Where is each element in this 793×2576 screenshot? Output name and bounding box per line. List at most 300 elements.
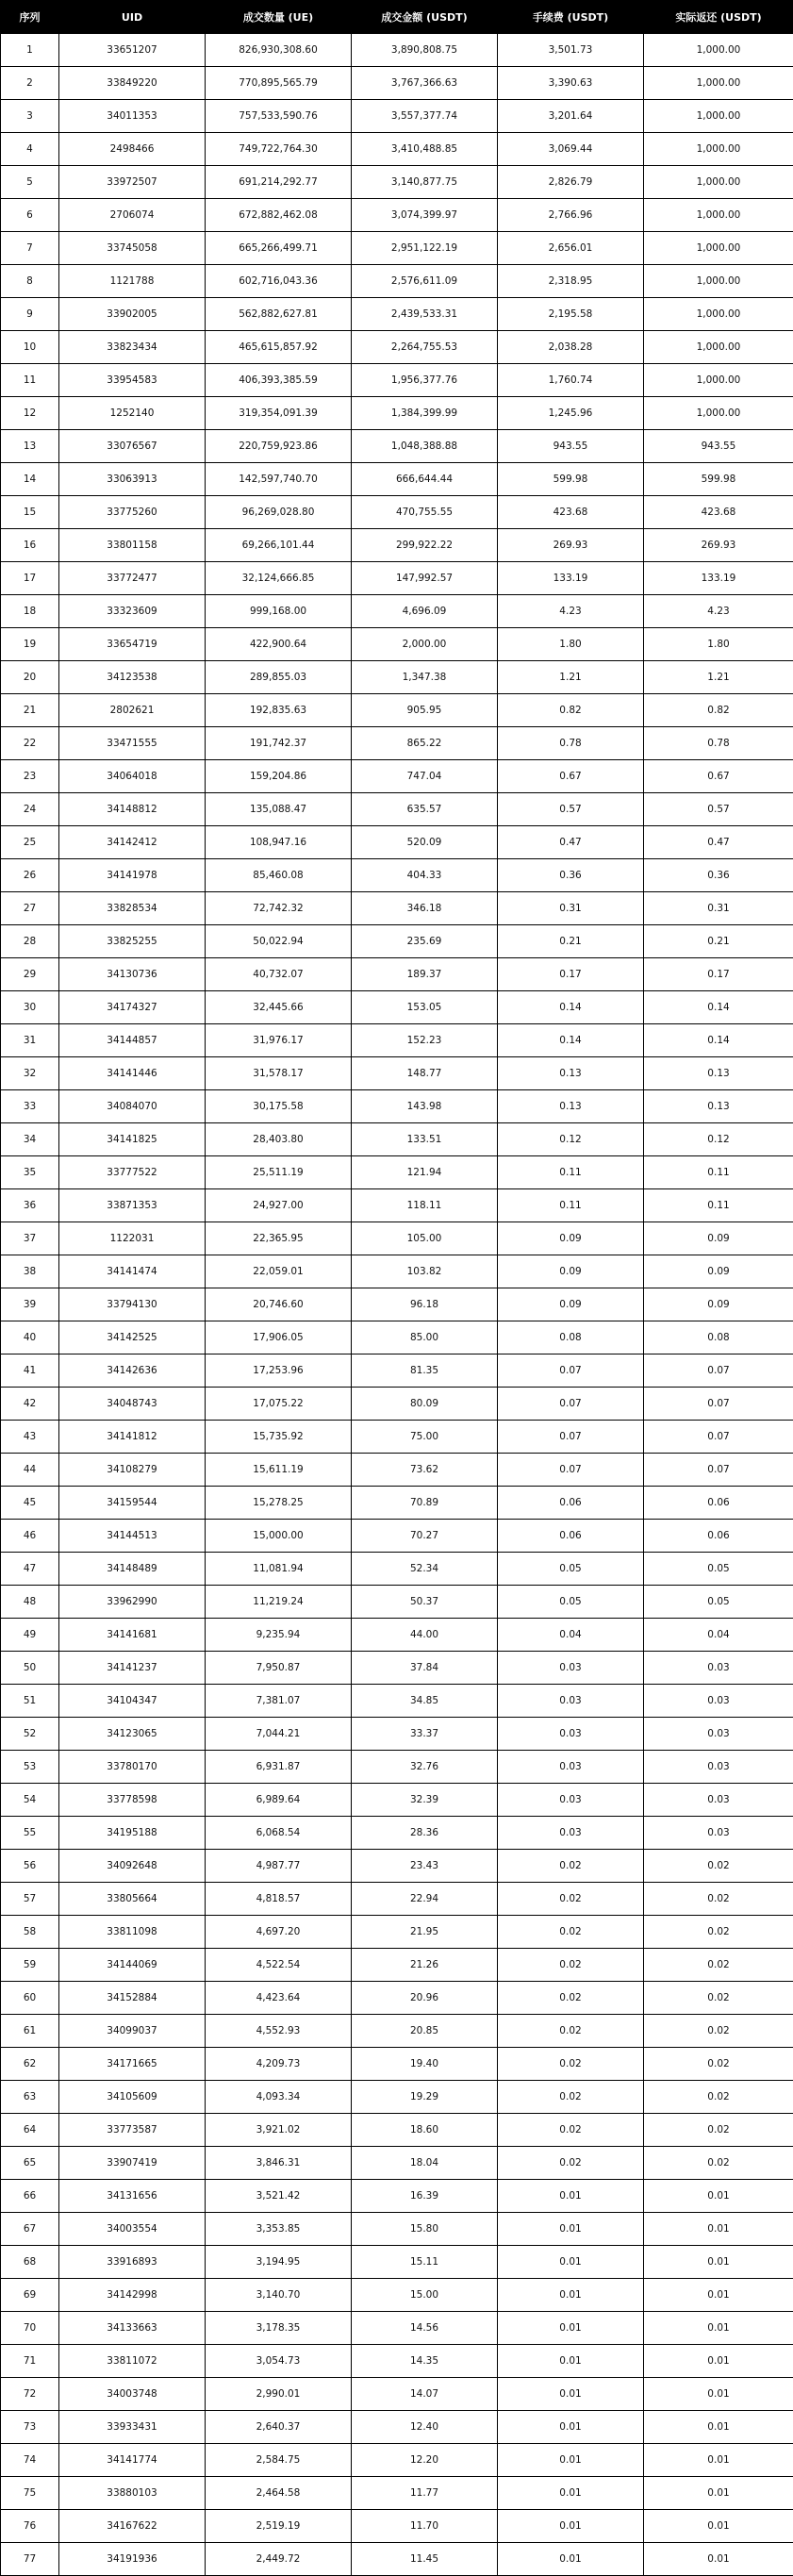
cell-uid: 34064018 xyxy=(59,760,206,793)
cell-fee: 0.67 xyxy=(498,760,644,793)
cell-uid: 34152884 xyxy=(59,1982,206,2015)
cell-rebate: 0.01 xyxy=(644,2279,793,2312)
cell-fee: 1.21 xyxy=(498,661,644,694)
cell-fee: 599.98 xyxy=(498,463,644,496)
table-row xyxy=(1,661,793,694)
cell-fee: 0.05 xyxy=(498,1586,644,1619)
cell-index: 7 xyxy=(1,232,59,265)
cell-rebate: 0.02 xyxy=(644,2081,793,2114)
cell-volume: 4,209.73 xyxy=(206,2048,352,2081)
cell-amount: 23.43 xyxy=(352,1850,498,1883)
cell-rebate: 0.67 xyxy=(644,760,793,793)
cell-fee: 0.08 xyxy=(498,1321,644,1354)
cell-rebate: 0.13 xyxy=(644,1090,793,1123)
cell-index: 62 xyxy=(1,2048,59,2081)
table-row xyxy=(1,1090,793,1123)
cell-index: 35 xyxy=(1,1156,59,1189)
cell-volume: 108,947.16 xyxy=(206,826,352,859)
cell-fee: 0.02 xyxy=(498,1982,644,2015)
cell-uid: 2706074 xyxy=(59,199,206,232)
cell-rebate: 423.68 xyxy=(644,496,793,529)
cell-fee: 0.03 xyxy=(498,1652,644,1685)
table-row xyxy=(1,1454,793,1487)
cell-fee: 2,318.95 xyxy=(498,265,644,298)
table-row xyxy=(1,1123,793,1156)
cell-fee: 3,390.63 xyxy=(498,67,644,100)
cell-index: 56 xyxy=(1,1850,59,1883)
cell-amount: 75.00 xyxy=(352,1421,498,1454)
cell-volume: 28,403.80 xyxy=(206,1123,352,1156)
cell-index: 1 xyxy=(1,34,59,67)
cell-fee: 0.04 xyxy=(498,1619,644,1652)
cell-rebate: 0.02 xyxy=(644,2048,793,2081)
cell-rebate: 0.03 xyxy=(644,1751,793,1784)
cell-fee: 2,826.79 xyxy=(498,166,644,199)
table-row xyxy=(1,2345,793,2378)
cell-volume: 4,552.93 xyxy=(206,2015,352,2048)
cell-uid: 34105609 xyxy=(59,2081,206,2114)
cell-amount: 18.04 xyxy=(352,2147,498,2180)
header-fee: 手续费 (USDT) xyxy=(498,1,644,34)
cell-uid: 33775260 xyxy=(59,496,206,529)
cell-fee: 0.11 xyxy=(498,1156,644,1189)
cell-amount: 2,000.00 xyxy=(352,628,498,661)
table-row xyxy=(1,826,793,859)
cell-volume: 17,253.96 xyxy=(206,1354,352,1388)
cell-index: 60 xyxy=(1,1982,59,2015)
cell-rebate: 0.02 xyxy=(644,2015,793,2048)
cell-fee: 3,501.73 xyxy=(498,34,644,67)
cell-volume: 50,022.94 xyxy=(206,925,352,958)
table-row xyxy=(1,1916,793,1949)
cell-amount: 2,576,611.09 xyxy=(352,265,498,298)
cell-uid: 34084070 xyxy=(59,1090,206,1123)
header-uid: UID xyxy=(59,1,206,34)
table-row xyxy=(1,760,793,793)
cell-amount: 33.37 xyxy=(352,1718,498,1751)
cell-index: 58 xyxy=(1,1916,59,1949)
cell-amount: 96.18 xyxy=(352,1288,498,1321)
cell-fee: 0.07 xyxy=(498,1388,644,1421)
cell-amount: 121.94 xyxy=(352,1156,498,1189)
cell-rebate: 0.06 xyxy=(644,1487,793,1520)
cell-rebate: 1,000.00 xyxy=(644,364,793,397)
cell-fee: 943.55 xyxy=(498,430,644,463)
cell-fee: 0.02 xyxy=(498,2147,644,2180)
cell-uid: 33811098 xyxy=(59,1916,206,1949)
table-row xyxy=(1,1751,793,1784)
cell-amount: 50.37 xyxy=(352,1586,498,1619)
cell-volume: 25,511.19 xyxy=(206,1156,352,1189)
cell-rebate: 0.01 xyxy=(644,2510,793,2543)
cell-fee: 0.02 xyxy=(498,1949,644,1982)
cell-fee: 0.78 xyxy=(498,727,644,760)
cell-amount: 15.11 xyxy=(352,2246,498,2279)
cell-amount: 1,048,388.88 xyxy=(352,430,498,463)
table-row xyxy=(1,463,793,496)
table-row xyxy=(1,1057,793,1090)
cell-uid: 34141446 xyxy=(59,1057,206,1090)
cell-amount: 470,755.55 xyxy=(352,496,498,529)
cell-volume: 2,990.01 xyxy=(206,2378,352,2411)
cell-index: 11 xyxy=(1,364,59,397)
cell-rebate: 0.57 xyxy=(644,793,793,826)
cell-volume: 672,882,462.08 xyxy=(206,199,352,232)
cell-index: 67 xyxy=(1,2213,59,2246)
cell-volume: 757,533,590.76 xyxy=(206,100,352,133)
cell-amount: 3,890,808.75 xyxy=(352,34,498,67)
cell-rebate: 1,000.00 xyxy=(644,331,793,364)
cell-index: 37 xyxy=(1,1222,59,1255)
cell-fee: 269.93 xyxy=(498,529,644,562)
cell-fee: 0.01 xyxy=(498,2378,644,2411)
cell-uid: 33805664 xyxy=(59,1883,206,1916)
cell-index: 12 xyxy=(1,397,59,430)
cell-uid: 34141237 xyxy=(59,1652,206,1685)
cell-uid: 33825255 xyxy=(59,925,206,958)
table-row xyxy=(1,1850,793,1883)
cell-rebate: 0.13 xyxy=(644,1057,793,1090)
cell-volume: 465,615,857.92 xyxy=(206,331,352,364)
cell-rebate: 0.01 xyxy=(644,2345,793,2378)
cell-amount: 21.26 xyxy=(352,1949,498,1982)
cell-uid: 33063913 xyxy=(59,463,206,496)
cell-uid: 33954583 xyxy=(59,364,206,397)
cell-uid: 33778598 xyxy=(59,1784,206,1817)
cell-uid: 33823434 xyxy=(59,331,206,364)
cell-rebate: 0.03 xyxy=(644,1652,793,1685)
cell-index: 44 xyxy=(1,1454,59,1487)
cell-amount: 3,140,877.75 xyxy=(352,166,498,199)
table-row xyxy=(1,232,793,265)
cell-index: 64 xyxy=(1,2114,59,2147)
table-row xyxy=(1,1718,793,1751)
cell-rebate: 0.07 xyxy=(644,1388,793,1421)
cell-rebate: 0.07 xyxy=(644,1421,793,1454)
table-row xyxy=(1,727,793,760)
cell-amount: 235.69 xyxy=(352,925,498,958)
cell-rebate: 1,000.00 xyxy=(644,34,793,67)
cell-amount: 1,956,377.76 xyxy=(352,364,498,397)
cell-fee: 0.82 xyxy=(498,694,644,727)
table-row xyxy=(1,265,793,298)
cell-fee: 0.03 xyxy=(498,1784,644,1817)
table-row xyxy=(1,298,793,331)
cell-rebate: 0.04 xyxy=(644,1619,793,1652)
cell-volume: 2,449.72 xyxy=(206,2543,352,2576)
cell-rebate: 0.03 xyxy=(644,1817,793,1850)
cell-uid: 33076567 xyxy=(59,430,206,463)
cell-volume: 11,219.24 xyxy=(206,1586,352,1619)
cell-amount: 18.60 xyxy=(352,2114,498,2147)
cell-uid: 33773587 xyxy=(59,2114,206,2147)
cell-fee: 0.03 xyxy=(498,1685,644,1718)
cell-uid: 33871353 xyxy=(59,1189,206,1222)
cell-fee: 4.23 xyxy=(498,595,644,628)
cell-rebate: 1,000.00 xyxy=(644,397,793,430)
cell-amount: 4,696.09 xyxy=(352,595,498,628)
cell-index: 16 xyxy=(1,529,59,562)
table-row xyxy=(1,331,793,364)
cell-fee: 2,656.01 xyxy=(498,232,644,265)
cell-fee: 1,245.96 xyxy=(498,397,644,430)
cell-fee: 0.14 xyxy=(498,991,644,1024)
header-amount: 成交金额 (USDT) xyxy=(352,1,498,34)
cell-index: 33 xyxy=(1,1090,59,1123)
cell-rebate: 1,000.00 xyxy=(644,67,793,100)
cell-uid: 34133663 xyxy=(59,2312,206,2345)
cell-volume: 7,381.07 xyxy=(206,1685,352,1718)
cell-fee: 0.09 xyxy=(498,1222,644,1255)
cell-amount: 152.23 xyxy=(352,1024,498,1057)
cell-fee: 0.13 xyxy=(498,1057,644,1090)
cell-uid: 33801158 xyxy=(59,529,206,562)
table-row xyxy=(1,1685,793,1718)
table-row xyxy=(1,2411,793,2444)
cell-rebate: 943.55 xyxy=(644,430,793,463)
cell-volume: 6,068.54 xyxy=(206,1817,352,1850)
cell-index: 10 xyxy=(1,331,59,364)
cell-uid: 33972507 xyxy=(59,166,206,199)
cell-rebate: 0.06 xyxy=(644,1520,793,1553)
cell-uid: 1121788 xyxy=(59,265,206,298)
table-row xyxy=(1,1255,793,1288)
table-row xyxy=(1,2015,793,2048)
cell-volume: 422,900.64 xyxy=(206,628,352,661)
cell-volume: 72,742.32 xyxy=(206,892,352,925)
cell-index: 51 xyxy=(1,1685,59,1718)
cell-fee: 1,760.74 xyxy=(498,364,644,397)
table-row xyxy=(1,2213,793,2246)
cell-index: 28 xyxy=(1,925,59,958)
cell-index: 59 xyxy=(1,1949,59,1982)
cell-amount: 22.94 xyxy=(352,1883,498,1916)
cell-index: 3 xyxy=(1,100,59,133)
cell-rebate: 0.07 xyxy=(644,1354,793,1388)
table-row xyxy=(1,694,793,727)
cell-fee: 0.17 xyxy=(498,958,644,991)
cell-fee: 0.02 xyxy=(498,2114,644,2147)
cell-amount: 52.34 xyxy=(352,1553,498,1586)
table-row xyxy=(1,1156,793,1189)
cell-fee: 2,195.58 xyxy=(498,298,644,331)
table-row xyxy=(1,496,793,529)
table-row xyxy=(1,1388,793,1421)
cell-uid: 34148812 xyxy=(59,793,206,826)
cell-index: 40 xyxy=(1,1321,59,1354)
cell-uid: 34108279 xyxy=(59,1454,206,1487)
cell-volume: 15,000.00 xyxy=(206,1520,352,1553)
cell-amount: 404.33 xyxy=(352,859,498,892)
cell-amount: 85.00 xyxy=(352,1321,498,1354)
table-row xyxy=(1,2477,793,2510)
cell-volume: 3,054.73 xyxy=(206,2345,352,2378)
cell-fee: 0.09 xyxy=(498,1255,644,1288)
table-row xyxy=(1,793,793,826)
cell-volume: 2,464.58 xyxy=(206,2477,352,2510)
cell-fee: 0.11 xyxy=(498,1189,644,1222)
table-row xyxy=(1,1520,793,1553)
cell-index: 18 xyxy=(1,595,59,628)
cell-amount: 103.82 xyxy=(352,1255,498,1288)
cell-uid: 33780170 xyxy=(59,1751,206,1784)
cell-rebate: 0.09 xyxy=(644,1255,793,1288)
cell-volume: 142,597,740.70 xyxy=(206,463,352,496)
cell-fee: 0.01 xyxy=(498,2312,644,2345)
cell-volume: 665,266,499.71 xyxy=(206,232,352,265)
table-row xyxy=(1,1883,793,1916)
cell-rebate: 0.01 xyxy=(644,2477,793,2510)
cell-rebate: 1.21 xyxy=(644,661,793,694)
table-row xyxy=(1,2180,793,2213)
cell-amount: 15.80 xyxy=(352,2213,498,2246)
cell-rebate: 1.80 xyxy=(644,628,793,661)
cell-rebate: 269.93 xyxy=(644,529,793,562)
cell-fee: 0.01 xyxy=(498,2510,644,2543)
cell-volume: 289,855.03 xyxy=(206,661,352,694)
cell-volume: 135,088.47 xyxy=(206,793,352,826)
cell-uid: 33794130 xyxy=(59,1288,206,1321)
cell-index: 74 xyxy=(1,2444,59,2477)
cell-amount: 20.85 xyxy=(352,2015,498,2048)
table-row xyxy=(1,529,793,562)
cell-amount: 11.77 xyxy=(352,2477,498,2510)
table-row xyxy=(1,1487,793,1520)
cell-uid: 34092648 xyxy=(59,1850,206,1883)
cell-rebate: 0.14 xyxy=(644,1024,793,1057)
table-row xyxy=(1,2147,793,2180)
table-row xyxy=(1,892,793,925)
cell-index: 19 xyxy=(1,628,59,661)
cell-fee: 3,069.44 xyxy=(498,133,644,166)
cell-rebate: 0.05 xyxy=(644,1586,793,1619)
cell-fee: 0.07 xyxy=(498,1354,644,1388)
cell-volume: 17,075.22 xyxy=(206,1388,352,1421)
cell-fee: 0.57 xyxy=(498,793,644,826)
cell-volume: 2,519.19 xyxy=(206,2510,352,2543)
cell-index: 65 xyxy=(1,2147,59,2180)
cell-uid: 33811072 xyxy=(59,2345,206,2378)
cell-amount: 905.95 xyxy=(352,694,498,727)
cell-uid: 33933431 xyxy=(59,2411,206,2444)
cell-uid: 34159544 xyxy=(59,1487,206,1520)
cell-amount: 70.89 xyxy=(352,1487,498,1520)
cell-volume: 69,266,101.44 xyxy=(206,529,352,562)
cell-volume: 3,846.31 xyxy=(206,2147,352,2180)
cell-fee: 0.01 xyxy=(498,2477,644,2510)
table-row xyxy=(1,2114,793,2147)
cell-volume: 96,269,028.80 xyxy=(206,496,352,529)
cell-index: 66 xyxy=(1,2180,59,2213)
cell-amount: 299,922.22 xyxy=(352,529,498,562)
cell-fee: 0.01 xyxy=(498,2279,644,2312)
cell-volume: 3,521.42 xyxy=(206,2180,352,2213)
cell-rebate: 133.19 xyxy=(644,562,793,595)
cell-index: 75 xyxy=(1,2477,59,2510)
cell-rebate: 0.02 xyxy=(644,1982,793,2015)
cell-uid: 33323609 xyxy=(59,595,206,628)
cell-volume: 220,759,923.86 xyxy=(206,430,352,463)
cell-uid: 34148489 xyxy=(59,1553,206,1586)
cell-index: 31 xyxy=(1,1024,59,1057)
cell-volume: 31,578.17 xyxy=(206,1057,352,1090)
cell-index: 14 xyxy=(1,463,59,496)
cell-rebate: 1,000.00 xyxy=(644,100,793,133)
cell-uid: 34142636 xyxy=(59,1354,206,1388)
table-row xyxy=(1,2279,793,2312)
table-row xyxy=(1,1982,793,2015)
table-row xyxy=(1,1553,793,1586)
cell-volume: 2,584.75 xyxy=(206,2444,352,2477)
cell-index: 4 xyxy=(1,133,59,166)
table-row xyxy=(1,991,793,1024)
cell-fee: 0.36 xyxy=(498,859,644,892)
cell-index: 72 xyxy=(1,2378,59,2411)
cell-amount: 1,347.38 xyxy=(352,661,498,694)
cell-volume: 6,989.64 xyxy=(206,1784,352,1817)
cell-rebate: 1,000.00 xyxy=(644,199,793,232)
table-body xyxy=(1,34,793,2576)
cell-amount: 14.35 xyxy=(352,2345,498,2378)
table-row xyxy=(1,2543,793,2576)
cell-rebate: 0.07 xyxy=(644,1454,793,1487)
cell-uid: 34144513 xyxy=(59,1520,206,1553)
cell-index: 36 xyxy=(1,1189,59,1222)
cell-fee: 0.01 xyxy=(498,2444,644,2477)
cell-uid: 34144857 xyxy=(59,1024,206,1057)
cell-volume: 20,746.60 xyxy=(206,1288,352,1321)
cell-rebate: 0.31 xyxy=(644,892,793,925)
cell-index: 70 xyxy=(1,2312,59,2345)
cell-fee: 0.01 xyxy=(498,2180,644,2213)
cell-rebate: 1,000.00 xyxy=(644,232,793,265)
cell-amount: 105.00 xyxy=(352,1222,498,1255)
cell-volume: 4,423.64 xyxy=(206,1982,352,2015)
table-row xyxy=(1,67,793,100)
cell-rebate: 0.17 xyxy=(644,958,793,991)
cell-index: 2 xyxy=(1,67,59,100)
cell-index: 23 xyxy=(1,760,59,793)
table-row xyxy=(1,1189,793,1222)
cell-uid: 34123538 xyxy=(59,661,206,694)
table-row xyxy=(1,595,793,628)
table-row xyxy=(1,562,793,595)
cell-uid: 34141825 xyxy=(59,1123,206,1156)
cell-amount: 3,410,488.85 xyxy=(352,133,498,166)
cell-volume: 191,742.37 xyxy=(206,727,352,760)
cell-volume: 17,906.05 xyxy=(206,1321,352,1354)
cell-uid: 34130736 xyxy=(59,958,206,991)
cell-index: 29 xyxy=(1,958,59,991)
cell-index: 69 xyxy=(1,2279,59,2312)
table-row xyxy=(1,34,793,67)
cell-rebate: 0.02 xyxy=(644,1949,793,1982)
cell-amount: 520.09 xyxy=(352,826,498,859)
cell-index: 61 xyxy=(1,2015,59,2048)
cell-amount: 3,557,377.74 xyxy=(352,100,498,133)
cell-fee: 0.03 xyxy=(498,1817,644,1850)
cell-uid: 34003554 xyxy=(59,2213,206,2246)
cell-rebate: 0.01 xyxy=(644,2411,793,2444)
cell-uid: 34003748 xyxy=(59,2378,206,2411)
cell-uid: 34195188 xyxy=(59,1817,206,1850)
cell-amount: 12.20 xyxy=(352,2444,498,2477)
cell-amount: 70.27 xyxy=(352,1520,498,1553)
cell-fee: 423.68 xyxy=(498,496,644,529)
cell-amount: 19.29 xyxy=(352,2081,498,2114)
cell-uid: 33907419 xyxy=(59,2147,206,2180)
cell-uid: 33962990 xyxy=(59,1586,206,1619)
